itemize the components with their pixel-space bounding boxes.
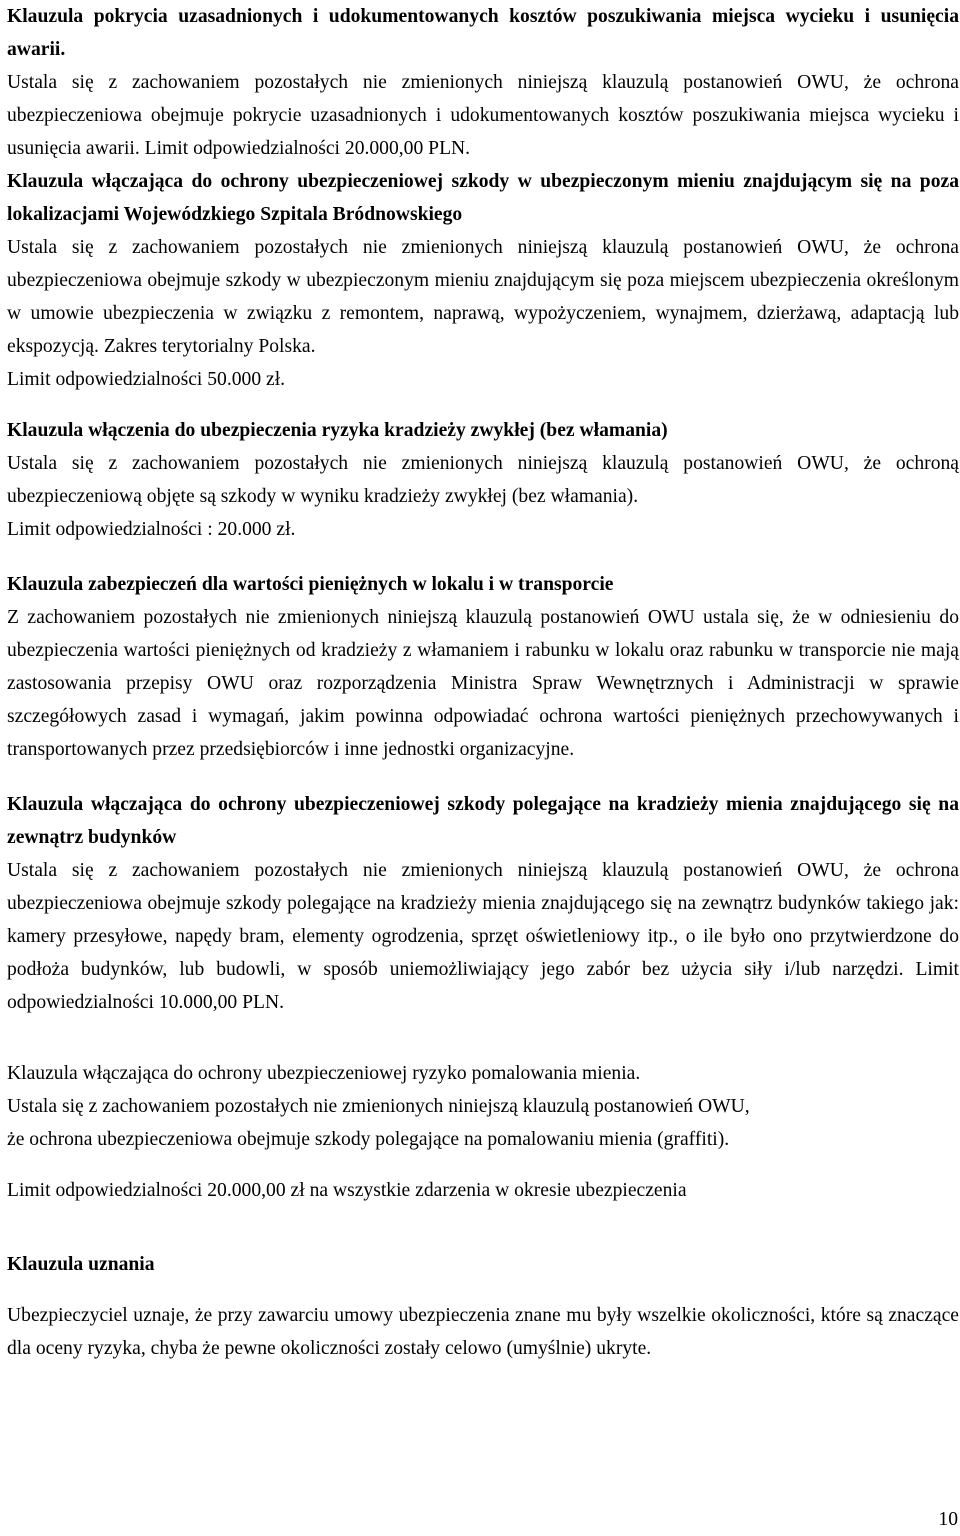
page-number: 10 — [938, 1509, 958, 1530]
clause-body-pomalowanie-line2: że ochrona ubezpieczeniowa obejmuje szkody polegające na pomalowaniu mienia (graffiti). — [7, 1129, 730, 1150]
clause-title-kradziez-zwykla: Klauzula włączenia do ubezpieczenia ryzyka kradzieży zwykłej (bez włamania) — [7, 420, 668, 441]
clause-body-uznania: Ubezpieczyciel uznaje, że przy zawarciu umowy ubezpieczenia znane mu były wszelkie okoliczności, które są znaczące dla oceny ryzyka, chyba że pewne okoliczności zostały celowo (umyślnie) ukryte. — [7, 1305, 959, 1359]
clause-limit-pomalowanie: Limit odpowiedzialności 20.000,00 zł na wszystkie zdarzenia w okresie ubezpieczenia — [7, 1180, 687, 1201]
clause-body-pomalowanie-line1: Ustala się z zachowaniem pozostałych nie zmienionych niniejszą klauzulą postanowień OWU, — [7, 1096, 750, 1117]
clause-limit-poza-lokalizacjami: Limit odpowiedzialności 50.000 zł. — [7, 369, 286, 390]
clause-body-zewnatrz-budynkow: Ustala się z zachowaniem pozostałych nie zmienionych niniejszą klauzulą postanowień OWU, że ochrona ubezpieczeniowa obejmuje szkody polegające na kradzieży mienia znajdującego się na zewnątrz budynków takiego jak: kamery przesyłowe, napędy bram, elementy ogrodzenia, sprzęt oświetleniowy itp., o ile było ono przytwierdzone do podłoża budynków, lub budowli, w sposób uniemożliwiający jego zabór bez użycia siły i/lub narzędzi. Limit odpowiedzialności 10.000,00 PLN. — [7, 860, 959, 1013]
clause-title-zewnatrz-budynkow: Klauzula włączająca do ochrony ubezpieczeniowej szkody polegające na kradzieży mienia znajdującego się na zewnątrz budynków — [7, 794, 959, 848]
clause-body-poza-lokalizacjami: Ustala się z zachowaniem pozostałych nie zmienionych niniejszą klauzulą postanowień OWU, że ochrona ubezpieczeniowa obejmuje szkody w ubezpieczonym mieniu znajdującym się poza miejscem ubezpieczenia określonym w umowie ubezpieczenia w związku z remontem, naprawą, wypożyczeniem, wynajmem, dzierżawą, adaptacją lub ekspozycją. Zakres terytorialny Polska. — [7, 237, 959, 357]
document-page — [7, 0, 959, 1365]
clause-title-pomalowanie: Klauzula włączająca do ochrony ubezpieczeniowej ryzyko pomalowania mienia. — [7, 1063, 641, 1084]
clause-title-uznania: Klauzula uznania — [7, 1254, 155, 1275]
clause-title-koszty-poszukiwania: Klauzula pokrycia uzasadnionych i udokumentowanych kosztów poszukiwania miejsca wycieku i usunięcia awarii. — [7, 6, 959, 60]
clause-body-wartosci-pieniezne: Z zachowaniem pozostałych nie zmienionych niniejszą klauzulą postanowień OWU ustala się, że w odniesieniu do ubezpieczenia wartości pieniężnych od kradzieży z włamaniem i rabunku w lokalu oraz rabunku w transporcie nie mają zastosowania przepisy OWU oraz rozporządzenia Ministra Spraw Wewnętrznych i Administracji w sprawie szczegółowych zasad i wymagań, jakim powinna odpowiadać ochrona wartości pieniężnych przechowywanych i transportowanych przez przedsiębiorców i inne jednostki organizacyjne. — [7, 607, 959, 760]
clause-title-poza-lokalizacjami: Klauzula włączająca do ochrony ubezpieczeniowej szkody w ubezpieczonym mieniu znajdującym się na poza lokalizacjami Wojewódzkiego Szpitala Bródnowskiego — [7, 171, 959, 225]
clause-title-wartosci-pieniezne: Klauzula zabezpieczeń dla wartości pieniężnych w lokalu i w transporcie — [7, 574, 614, 595]
clause-limit-kradziez-zwykla: Limit odpowiedzialności : 20.000 zł. — [7, 519, 296, 540]
clause-body-kradziez-zwykla: Ustala się z zachowaniem pozostałych nie zmienionych niniejszą klauzulą postanowień OWU, że ochroną ubezpieczeniową objęte są szkody w wyniku kradzieży zwykłej (bez włamania). — [7, 453, 959, 507]
clause-body-koszty-poszukiwania: Ustala się z zachowaniem pozostałych nie zmienionych niniejszą klauzulą postanowień OWU, że ochrona ubezpieczeniowa obejmuje pokrycie uzasadnionych i udokumentowanych kosztów poszukiwania miejsca wycieku i usunięcia awarii. Limit odpowiedzialności 20.000,00 PLN. — [7, 72, 959, 159]
